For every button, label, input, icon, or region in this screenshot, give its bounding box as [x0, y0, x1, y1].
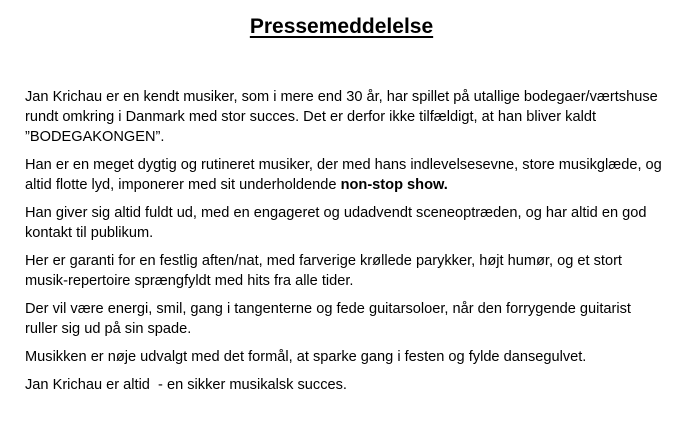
paragraph-music-selection: Musikken er nøje udvalgt med det formål, at sparke gang i festen og fylde dansegulvet.: [25, 349, 587, 365]
paragraph-musician-text: Han er en meget dygtig og rutineret musiker, der med hans indlevelsesevne, store musikglæde, og altid flotte lyd, imponerer med sit underholdende: [25, 157, 662, 193]
paragraph-energy: Der vil være energi, smil, gang i tangenterne og fede guitarsoloer, når den forrygende guitarist ruller sig ud på sin spade.: [25, 301, 631, 337]
paragraph-musician: [25, 155, 665, 195]
page-title: Pressemeddelelse: [249, 15, 434, 38]
paragraph-stage: Han giver sig altid fuldt ud, med en engageret og udadvendt sceneoptræden, og har altid en god kontakt til publikum.: [25, 205, 647, 241]
paragraph-intro: Jan Krichau er en kendt musiker, som i mere end 30 år, har spillet på utallige bodegaer/værtshuse rundt omkring i Danmark med stor succes. Det er derfor ikke tilfældigt, at han bliver kaldt ”BODEGAKONGEN”.: [25, 89, 658, 145]
press-release-body: [25, 87, 665, 403]
paragraph-guarantee: Her er garanti for en festlig aften/nat, med farverige krøllede parykker, højt humør, og et stort musik-repertoire sprængfyldt med hits fra alle tider.: [25, 253, 622, 289]
paragraph-closing: Jan Krichau er altid - en sikker musikalsk succes.: [25, 377, 347, 393]
paragraph-musician-bold: non-stop show.: [340, 177, 448, 193]
